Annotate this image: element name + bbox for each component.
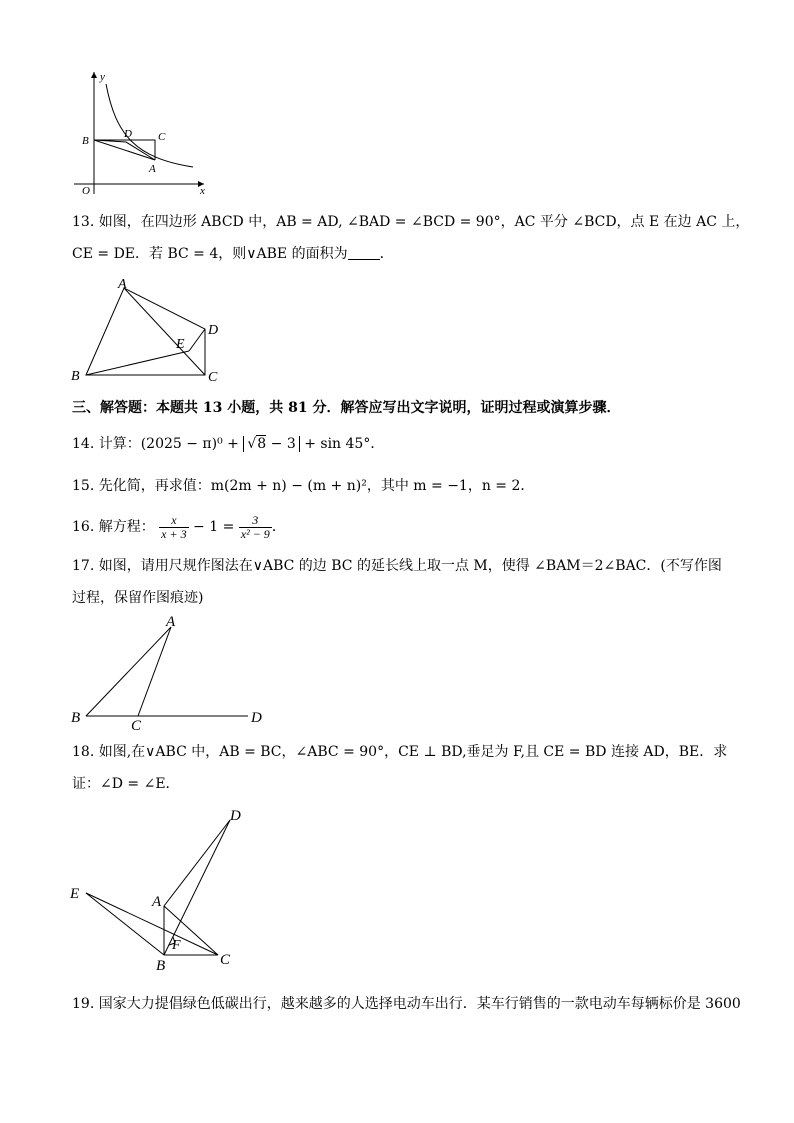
q13-line1: 13. 如图，在四边形 ABCD 中，AB = AD, ∠BAD = ∠BCD = 90°，AC 平分 ∠BCD，点 E 在边 AC 上， [72, 214, 750, 230]
fraction-2 [239, 514, 272, 541]
label-E: E [70, 886, 80, 902]
hyperbola-curve [106, 84, 193, 167]
fraction-2-den: x² − 9 [240, 526, 270, 541]
q13-line2-end: ． [379, 246, 394, 262]
label-x: x [200, 185, 205, 197]
q16 [72, 512, 286, 542]
fraction-1 [159, 514, 188, 541]
label-E: E [176, 337, 185, 352]
fraction-2-num: 3 [239, 514, 272, 528]
label-D: D [230, 808, 241, 824]
label-A: A [166, 614, 176, 630]
quadrilateral-ABDC [86, 288, 205, 375]
label-C: C [220, 952, 231, 968]
label-D: D [251, 710, 262, 726]
label-F: F [172, 938, 181, 953]
q17-line2: 过程，保留作图痕迹) [72, 590, 204, 606]
label-B: B [82, 135, 89, 147]
q18-line1: 18. 如图,在∨ABC 中，AB = BC，∠ABC = 90°，CE ⊥ BD,垂足为 F,且 CE = BD 连接 AD，BE．求 [72, 744, 728, 760]
label-A: A [149, 163, 156, 175]
q17-line1: 17. 如图，请用尺规作图法在∨ABC 的边 BC 的延长线上取一点 M，使得 ∠BAM＝2∠BAC．(不写作图 [72, 558, 722, 574]
q13-line2-text: CE = DE．若 BC = 4，则∨ABE 的面积为 [72, 246, 348, 262]
sqrt-sign: √ [247, 436, 257, 452]
q13-line2 [72, 244, 394, 264]
segment-BE [86, 351, 189, 375]
q14-prefix: 14. 计算：(2025 − π)⁰ + [72, 436, 239, 452]
label-D: D [124, 128, 132, 140]
fraction-1-den: x + 3 [161, 526, 187, 541]
label-B: B [71, 710, 81, 726]
section-heading: 三、解答题：本题共 13 小题，共 81 分．解答应写出文字说明，证明过程或演算步骤． [72, 400, 621, 416]
q16-suffix: ． [271, 519, 286, 535]
label-B: B [71, 369, 80, 384]
figure-q17 [68, 612, 278, 732]
label-A: A [152, 894, 162, 910]
q15: 15. 先化简，再求值：m(2m + n) − (m + n)²，其中 m = −1，n = 2． [72, 478, 535, 494]
q18-line2: 证：∠D = ∠E． [72, 776, 180, 792]
segment-BA [86, 627, 171, 716]
segment-ED [189, 329, 205, 351]
label-O: O [82, 185, 90, 197]
label-B: B [156, 958, 166, 974]
fraction-1-num: x [159, 514, 188, 528]
label-A: A [118, 277, 127, 292]
q14-suffix: + sin 45°． [304, 436, 385, 452]
label-y: y [100, 71, 105, 83]
label-C: C [208, 370, 218, 385]
figure-q12 [68, 66, 218, 198]
q19: 19. 国家大力提倡绿色低碳出行，越来越多的人选择电动车出行．某车行销售的一款电动车每辆标价是 3600 [72, 996, 741, 1012]
abs-value [243, 436, 299, 452]
q16-prefix: 16. 解方程： [72, 519, 155, 535]
figure-q18 [68, 806, 258, 976]
figure-q13 [68, 278, 228, 388]
segment-BA [94, 140, 155, 160]
segment-AD [164, 820, 230, 906]
diagonal-AC [124, 288, 205, 375]
segment-AC [138, 627, 171, 716]
y-axis-arrow [91, 72, 97, 78]
label-D: D [208, 323, 219, 338]
q16-mid: − 1 = [188, 519, 239, 535]
q14 [72, 434, 384, 454]
label-C: C [158, 131, 166, 143]
abs-rest: − 3 [266, 436, 296, 452]
answer-blank [348, 245, 380, 260]
sqrt-radicand: 8 [257, 436, 267, 452]
label-C: C [131, 718, 142, 734]
